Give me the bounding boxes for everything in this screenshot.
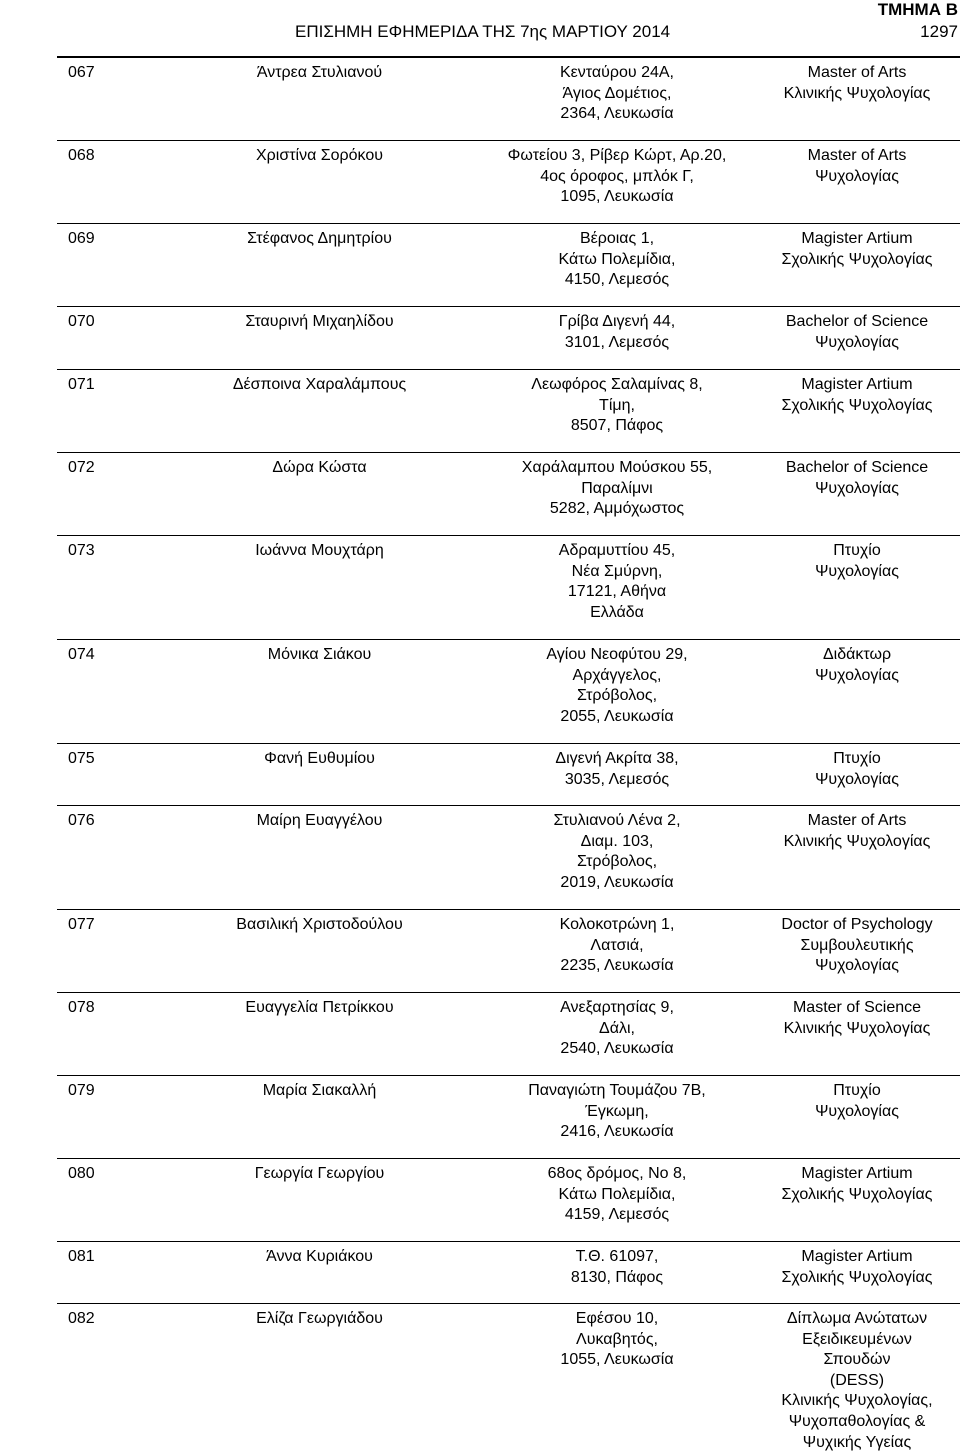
person-name: Άντρεα Στυλιανού <box>256 64 383 81</box>
address-line: 4150, Λεμεσός <box>564 271 670 289</box>
address <box>452 541 782 623</box>
degree-line: Πτυχίο <box>833 1082 881 1099</box>
registry-number: 075 <box>68 750 95 767</box>
table-row <box>57 370 960 453</box>
registry-number: 073 <box>68 542 95 559</box>
person-name: Ευαγγελία Πετρίκκου <box>245 999 394 1016</box>
person-name: Μαρία Σιακαλλή <box>262 1082 377 1099</box>
degree-line: Διδάκτωρ <box>822 646 892 663</box>
table-row <box>57 141 960 224</box>
registry-number: 068 <box>68 147 95 164</box>
address-line: 17121, Αθήνα <box>567 583 667 601</box>
table-row <box>57 744 960 806</box>
degree-line: Πτυχίο <box>833 750 881 767</box>
degree-line: Ψυχολογίας <box>815 479 899 497</box>
person-name: Σταυρινή Μιχαηλίδου <box>245 313 394 330</box>
degree <box>757 458 957 499</box>
address-line: 3035, Λεμεσός <box>564 770 670 788</box>
table-row <box>57 224 960 307</box>
table-row <box>57 1304 960 1451</box>
registry-number: 069 <box>68 230 95 247</box>
degree-line: Magister Artium <box>801 1165 913 1182</box>
table-row <box>57 1159 960 1242</box>
gazette-title: ΕΠΙΣΗΜΗ ΕΦΗΜΕΡΙΔΑ ΤΗΣ 7ης ΜΑΡΤΙΟΥ 2014 <box>295 22 671 41</box>
table-row <box>57 1076 960 1159</box>
registry-number: 079 <box>68 1082 95 1099</box>
degree-line: Master of Arts <box>807 812 907 829</box>
table-row <box>57 307 960 370</box>
address-line: 2055, Λευκωσία <box>560 707 674 725</box>
degree-line: Κλινικής Ψυχολογίας <box>783 84 931 102</box>
address <box>452 811 782 893</box>
degree-line: Ψυχικής Υγείας <box>802 1433 912 1451</box>
degree-line: Ψυχολογίας <box>815 167 899 185</box>
registry-number: 076 <box>68 812 95 829</box>
page-number: 1297 <box>920 22 958 41</box>
table-row <box>57 58 960 141</box>
degree-line: Σπουδών <box>823 1351 891 1369</box>
address <box>452 1247 782 1288</box>
address-line: Ελλάδα <box>590 603 644 621</box>
address-line: 4159, Λεμεσός <box>564 1206 670 1224</box>
address <box>452 146 782 208</box>
registry-number: 081 <box>68 1248 95 1265</box>
address-line: 8507, Πάφος <box>570 417 664 435</box>
address <box>452 915 782 977</box>
degree-line: Ψυχοπαθολογίας & <box>788 1412 926 1430</box>
address-line: Κολοκοτρώνη 1, <box>559 916 675 933</box>
address <box>452 998 782 1060</box>
address-line: Αδραμυττίου 45, <box>558 542 676 559</box>
degree <box>757 915 957 977</box>
degree <box>757 1309 957 1453</box>
address-line: Κενταύρου 24Α, <box>559 64 674 81</box>
degree-line: Magister Artium <box>801 1248 913 1265</box>
address-line: Φωτείου 3, Ρίβερ Κώρτ, Αρ.20, <box>507 147 727 164</box>
degree-line: Σχολικής Ψυχολογίας <box>781 1185 933 1203</box>
address-line: Δάλι, <box>599 1019 635 1037</box>
address-line: Νέα Σμύρνη, <box>571 562 663 580</box>
address-line: Έγκωμη, <box>585 1102 649 1120</box>
degree-line: Master of Science <box>792 999 922 1016</box>
person-name: Δέσποινα Χαραλάμπους <box>232 376 407 393</box>
person-name: Ελίζα Γεωργιάδου <box>256 1310 383 1327</box>
address-line: 1055, Λευκωσία <box>560 1351 674 1369</box>
address-line: 68ος δρόμος, Νο 8, <box>547 1165 687 1182</box>
degree-line: Κλινικής Ψυχολογίας <box>783 832 931 850</box>
person-name: Άννα Κυριάκου <box>266 1248 373 1265</box>
degree-line: Σχολικής Ψυχολογίας <box>781 1268 933 1286</box>
address-line: Στυλιανού Λένα 2, <box>553 812 681 829</box>
address-line: Τ.Θ. 61097, <box>575 1248 659 1265</box>
address-line: Λεωφόρος Σαλαμίνας 8, <box>531 376 703 393</box>
address <box>452 1164 782 1226</box>
section-label: ΤΜΗΜΑ Β <box>877 0 958 19</box>
registry-number: 067 <box>68 64 95 81</box>
degree-line: Κλινικής Ψυχολογίας, <box>781 1392 933 1410</box>
degree-line: Ψυχολογίας <box>815 1102 899 1120</box>
registry-number: 070 <box>68 313 95 330</box>
degree-line: Master of Arts <box>807 147 907 164</box>
address-line: 3101, Λεμεσός <box>564 333 670 351</box>
address-line: 8130, Πάφος <box>570 1268 664 1286</box>
degree <box>757 749 957 790</box>
address <box>452 229 782 291</box>
degree-line: Εξειδικευμένων <box>802 1330 912 1348</box>
degree-line: Doctor of Psychology <box>781 916 933 933</box>
registry-number: 077 <box>68 916 95 933</box>
degree-line: Master of Arts <box>807 64 907 81</box>
address-line: 2235, Λευκωσία <box>560 957 674 975</box>
address-line: Αρχάγγελος, <box>572 666 662 684</box>
registry-number: 072 <box>68 459 95 476</box>
degree-line: Magister Artium <box>801 230 913 247</box>
registry-number: 074 <box>68 646 95 663</box>
address-line: Άγιος Δομέτιος, <box>562 84 672 102</box>
address-line: 2540, Λευκωσία <box>560 1040 674 1058</box>
address-line: 1095, Λευκωσία <box>560 188 674 206</box>
registry-number: 071 <box>68 376 95 393</box>
degree <box>757 1081 957 1122</box>
address <box>452 1309 782 1371</box>
address-line: Παραλίμνι <box>581 479 653 497</box>
degree-line: Σχολικής Ψυχολογίας <box>781 396 933 414</box>
address-line: Λυκαβητός, <box>576 1330 658 1348</box>
address-line: Βέροιας 1, <box>579 230 655 247</box>
address <box>452 375 782 437</box>
degree-line: Δίπλωμα Ανώτατων <box>786 1310 928 1327</box>
degree <box>757 811 957 852</box>
address-line: Στρόβολος, <box>576 853 658 871</box>
person-name: Μόνικα Σιάκου <box>267 646 372 663</box>
table-row <box>57 910 960 993</box>
degree-line: (DESS) <box>829 1371 885 1389</box>
degree <box>757 1164 957 1205</box>
degree <box>757 229 957 270</box>
degree-line: Ψυχολογίας <box>815 957 899 975</box>
address-line: Ανεξαρτησίας 9, <box>560 999 674 1016</box>
degree-line: Bachelor of Science <box>785 459 929 476</box>
degree-line: Bachelor of Science <box>785 313 929 330</box>
degree <box>757 1247 957 1288</box>
address-line: Κάτω Πολεμίδια, <box>558 250 676 268</box>
degree <box>757 146 957 187</box>
table-row <box>57 1242 960 1304</box>
address <box>452 458 782 520</box>
registry-table <box>57 58 960 1451</box>
degree-line: Ψυχολογίας <box>815 770 899 788</box>
degree-line: Ψυχολογίας <box>815 562 899 580</box>
person-name: Στέφανος Δημητρίου <box>247 230 392 247</box>
degree <box>757 63 957 104</box>
address-line: 2019, Λευκωσία <box>560 873 674 891</box>
address-line: Διγενή Ακρίτα 38, <box>555 750 679 767</box>
degree <box>757 541 957 582</box>
degree-line: Σχολικής Ψυχολογίας <box>781 250 933 268</box>
person-name: Βασιλική Χριστοδούλου <box>236 916 403 933</box>
table-row <box>57 993 960 1076</box>
address-line: Χαράλαμπου Μούσκου 55, <box>521 459 713 476</box>
degree <box>757 645 957 686</box>
address <box>452 1081 782 1143</box>
table-row <box>57 806 960 910</box>
address-line: Τίμη, <box>599 396 635 414</box>
degree <box>757 312 957 353</box>
degree-line: Πτυχίο <box>833 542 881 559</box>
address <box>452 749 782 790</box>
page-header <box>0 0 960 60</box>
address <box>452 645 782 727</box>
address-line: 5282, Αμμόχωστος <box>549 500 685 518</box>
table-row <box>57 453 960 536</box>
address <box>452 63 782 125</box>
registry-number: 082 <box>68 1310 95 1327</box>
degree-line: Κλινικής Ψυχολογίας <box>783 1019 931 1037</box>
address-line: Κάτω Πολεμίδια, <box>558 1185 676 1203</box>
address-line: Εφέσου 10, <box>575 1310 659 1327</box>
address-line: Παναγιώτη Τουμάζου 7Β, <box>528 1082 706 1099</box>
address <box>452 312 782 353</box>
person-name: Δώρα Κώστα <box>272 459 367 476</box>
person-name: Γεωργία Γεωργίου <box>254 1165 385 1182</box>
table-row <box>57 640 960 744</box>
degree-line: Ψυχολογίας <box>815 666 899 684</box>
address-line: Λατσιά, <box>590 936 644 954</box>
degree-line: Ψυχολογίας <box>815 333 899 351</box>
degree <box>757 375 957 416</box>
degree-line: Magister Artium <box>801 376 913 393</box>
person-name: Μαίρη Ευαγγέλου <box>256 812 383 829</box>
registry-number: 080 <box>68 1165 95 1182</box>
address-line: Στρόβολος, <box>576 687 658 705</box>
address-line: Διαμ. 103, <box>580 832 654 850</box>
degree-line: Συμβουλευτικής <box>800 936 914 954</box>
address-line: 2416, Λευκωσία <box>560 1123 674 1141</box>
address-line: Αγίου Νεοφύτου 29, <box>546 646 688 663</box>
address-line: Γρίβα Διγενή 44, <box>558 313 676 330</box>
person-name: Χριστίνα Σορόκου <box>255 147 383 164</box>
address-line: 2364, Λευκωσία <box>560 105 674 123</box>
person-name: Ιωάννα Μουχτάρη <box>255 542 384 559</box>
address-line: 4ος όροφος, μπλόκ Γ, <box>540 167 694 185</box>
table-row <box>57 536 960 640</box>
registry-number: 078 <box>68 999 95 1016</box>
person-name: Φανή Ευθυμίου <box>264 750 375 767</box>
degree <box>757 998 957 1039</box>
